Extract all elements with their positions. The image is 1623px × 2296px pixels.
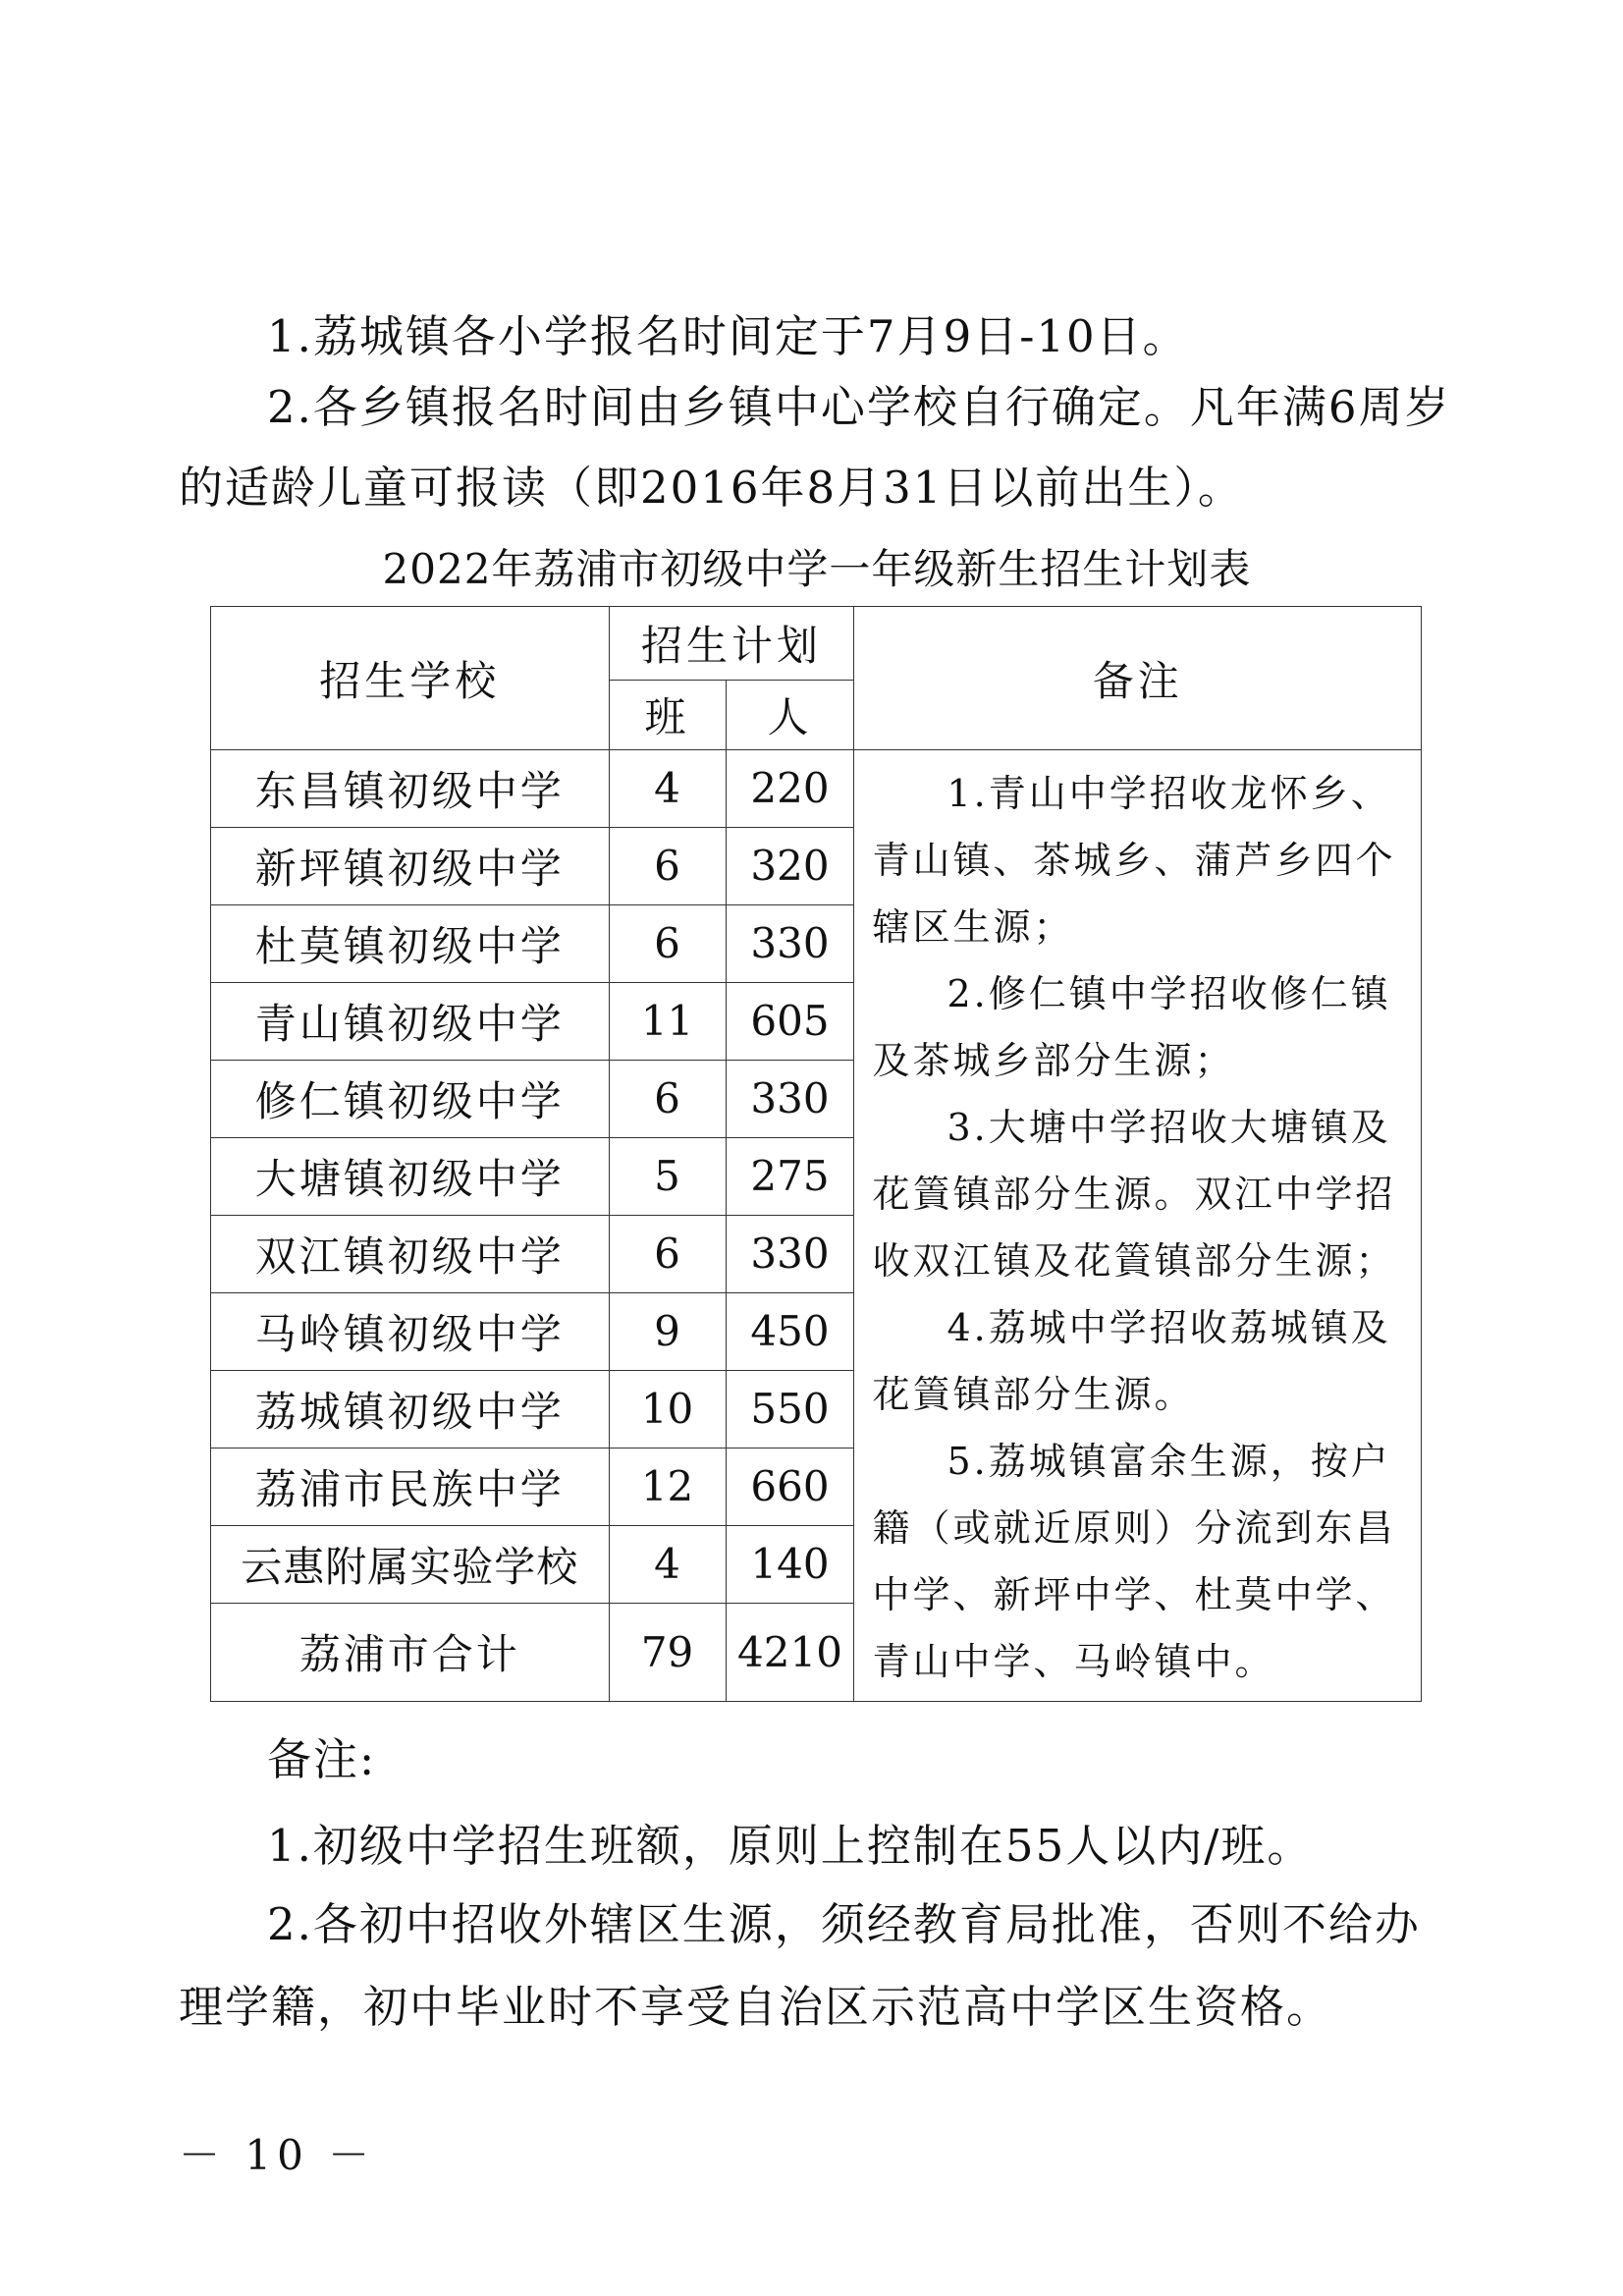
- intro-paragraph-1: 1.荔城镇各小学报名时间定于7月9日-10日。: [267, 310, 1189, 362]
- student-count: 605: [726, 982, 854, 1060]
- class-count: 5: [609, 1137, 726, 1215]
- class-count: 6: [609, 904, 726, 982]
- enrollment-plan-table: [210, 606, 1422, 1702]
- remark-item: 2.修仁镇中学招收修仁镇及茶城乡部分生源；: [872, 972, 1391, 1082]
- class-count: 11: [609, 982, 726, 1060]
- student-count: 450: [726, 1292, 854, 1370]
- school-name: 青山镇初级中学: [211, 982, 610, 1060]
- school-name: 修仁镇初级中学: [211, 1060, 610, 1137]
- school-name: 东昌镇初级中学: [211, 750, 610, 828]
- school-name: 马岭镇初级中学: [211, 1292, 610, 1370]
- class-count: 12: [609, 1448, 726, 1525]
- remark-item: 3.大塘中学招收大塘镇及花篢镇部分生源。双江中学招收双江镇及花篢镇部分生源；: [872, 1106, 1396, 1283]
- student-count: 330: [726, 1060, 854, 1137]
- school-name: 新坪镇初级中学: [211, 827, 610, 904]
- class-count: 10: [609, 1370, 726, 1448]
- student-count: 330: [726, 904, 854, 982]
- school-name: 荔浦市民族中学: [211, 1448, 610, 1525]
- student-count: 550: [726, 1370, 854, 1448]
- table-title: 2022年荔浦市初级中学一年级新生招生计划表: [382, 545, 1252, 593]
- total-classes: 79: [609, 1603, 726, 1701]
- school-name: 杜莫镇初级中学: [211, 904, 610, 982]
- note-1: 1.初级中学招生班额，原则上控制在55人以内/班。: [267, 1820, 1314, 1872]
- school-name: 荔城镇初级中学: [211, 1370, 610, 1448]
- class-count: 6: [609, 1060, 726, 1137]
- note-2: 2.各初中招收外辖区生源，须经教育局批准，否则不给办理学籍，初中毕业时不享受自治区示范高中学区生资格。: [179, 1898, 1421, 2033]
- school-name: 大塘镇初级中学: [211, 1137, 610, 1215]
- remarks-cell: [854, 750, 1422, 1702]
- header-school: 招生学校: [211, 607, 610, 750]
- table-row: [211, 750, 1422, 828]
- header-people: 人: [726, 681, 854, 750]
- header-classes: 班: [609, 681, 726, 750]
- class-count: 9: [609, 1292, 726, 1370]
- class-count: 6: [609, 827, 726, 904]
- student-count: 140: [726, 1525, 854, 1603]
- student-count: 275: [726, 1137, 854, 1215]
- page-number: － 10 －: [179, 2131, 376, 2179]
- class-count: 6: [609, 1215, 726, 1292]
- student-count: 330: [726, 1215, 854, 1292]
- notes-label: 备注:: [267, 1733, 377, 1785]
- header-plan: 招生计划: [609, 607, 854, 681]
- class-count: 4: [609, 750, 726, 828]
- school-name: 双江镇初级中学: [211, 1215, 610, 1292]
- intro-paragraph-2: 2.各乡镇报名时间由乡镇中心学校自行确定。凡年满6周岁的适龄儿童可报读（即2016年8月31日以前出生）。: [179, 381, 1451, 514]
- remark-item: 4.荔城中学招收荔城镇及花篢镇部分生源。: [872, 1306, 1391, 1416]
- student-count: 320: [726, 827, 854, 904]
- student-count: 220: [726, 750, 854, 828]
- school-name: 云惠附属实验学校: [211, 1525, 610, 1603]
- total-people: 4210: [726, 1603, 854, 1701]
- header-remarks: 备注: [854, 607, 1422, 750]
- total-label: 荔浦市合计: [211, 1603, 610, 1701]
- remark-item: 1.青山中学招收龙怀乡、青山镇、茶城乡、蒲芦乡四个辖区生源；: [872, 772, 1396, 949]
- remark-item: 5.荔城镇富余生源，按户籍（或就近原则）分流到东昌中学、新坪中学、杜莫中学、青山中学、马岭镇中。: [872, 1440, 1396, 1683]
- class-count: 4: [609, 1525, 726, 1603]
- student-count: 660: [726, 1448, 854, 1525]
